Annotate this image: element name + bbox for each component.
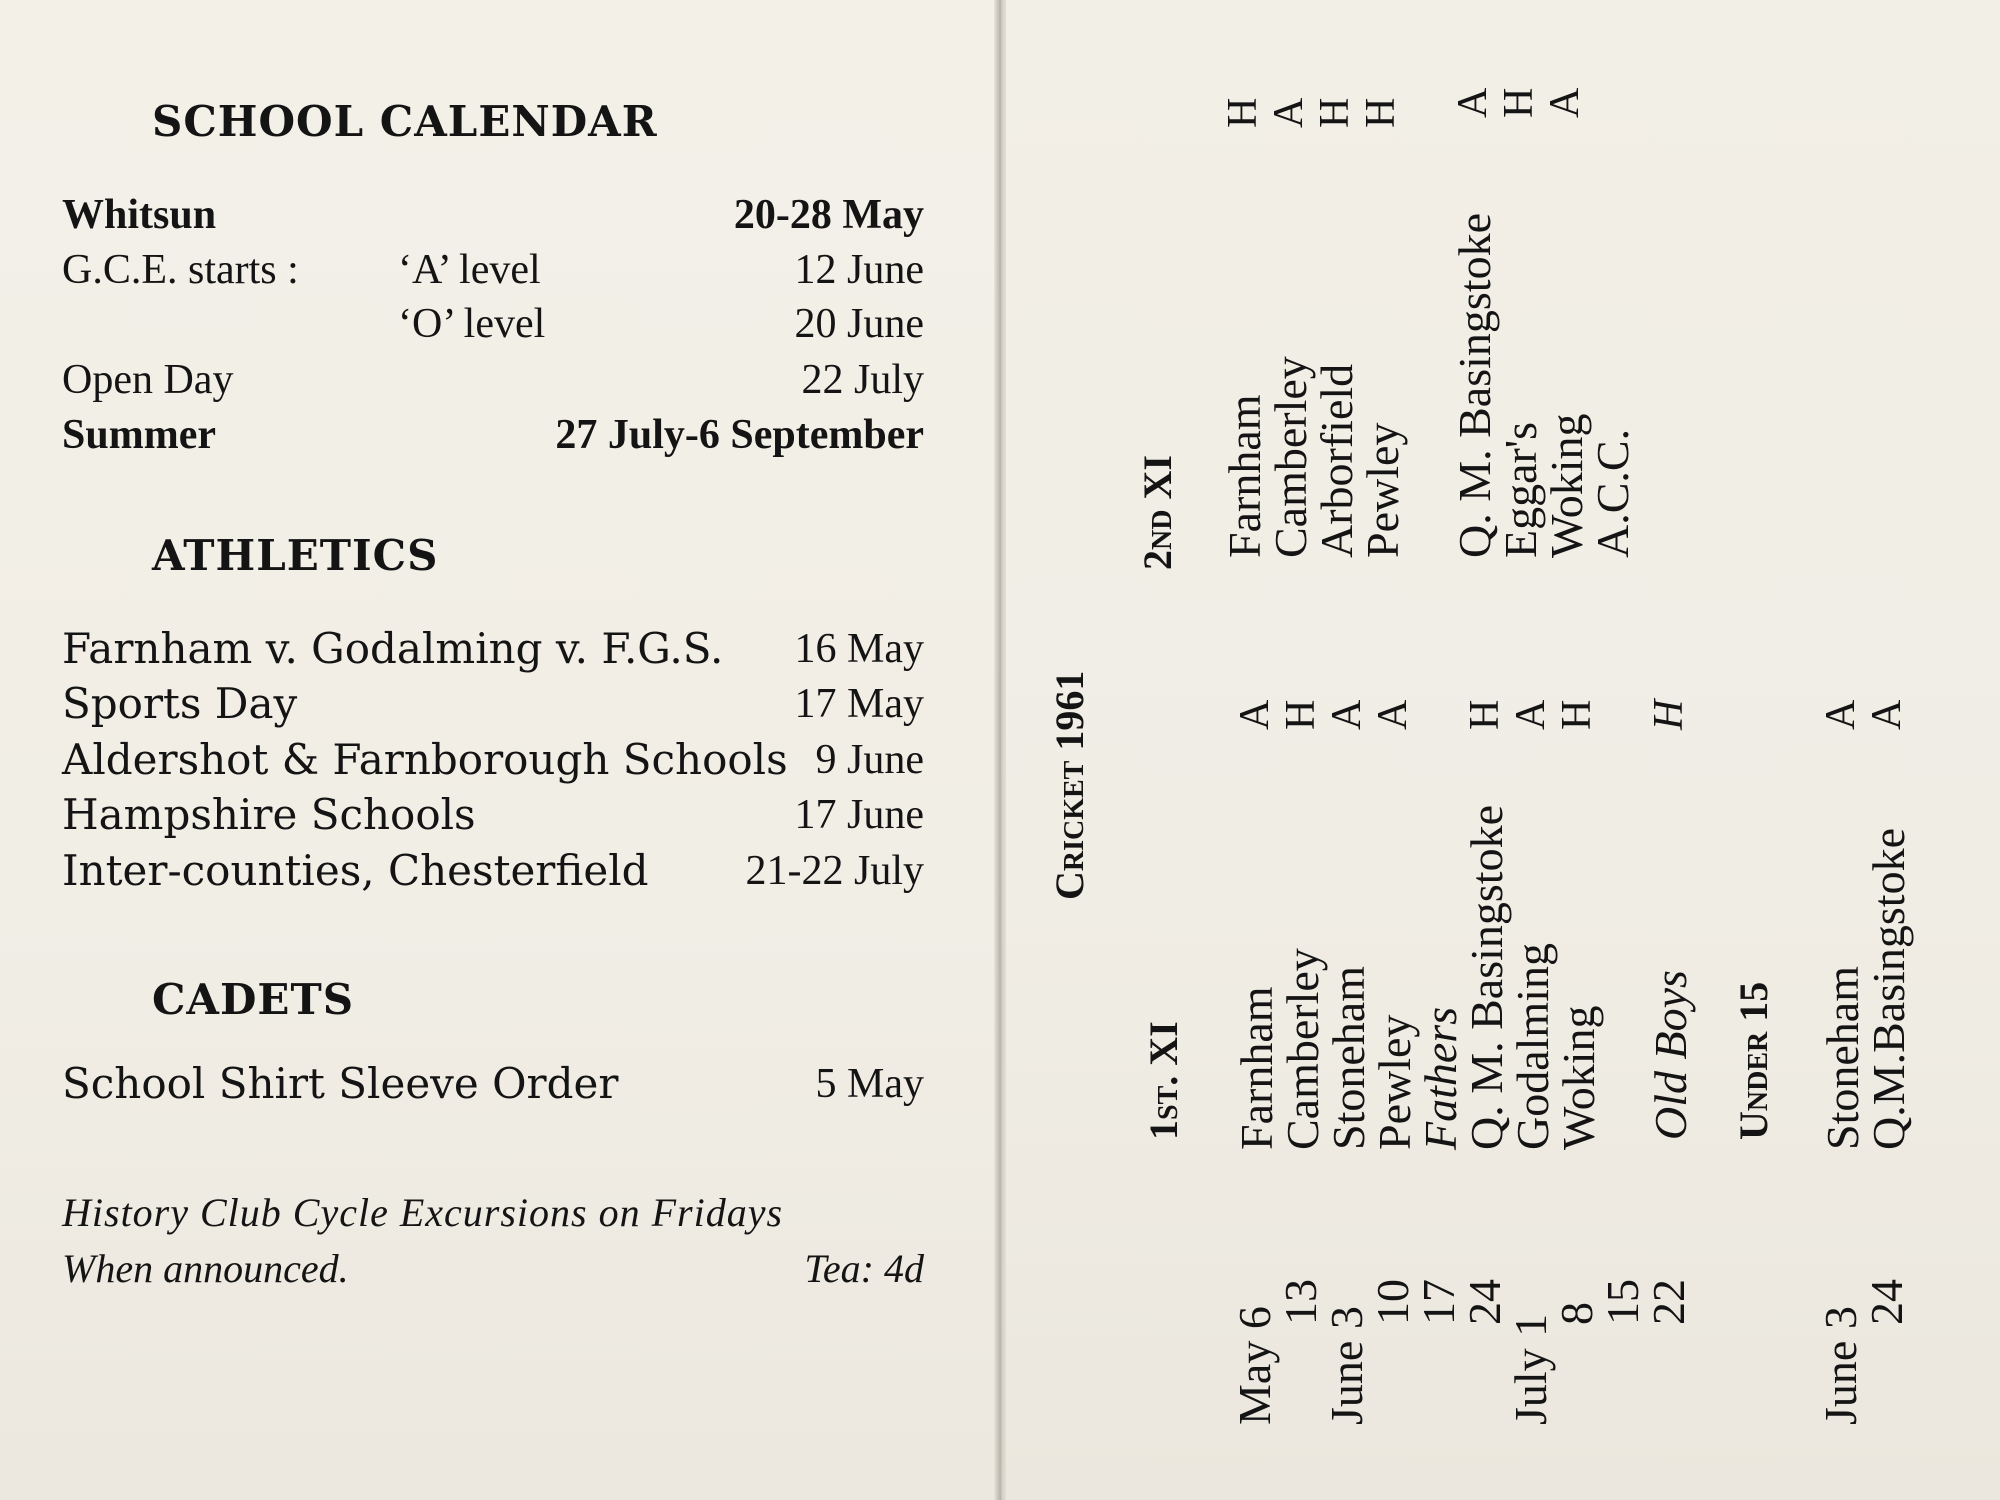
history-club-note: History Club Cycle Excursions on Fridays — [62, 1190, 784, 1235]
calendar-item-label: Summer — [62, 412, 216, 458]
history-club-when: When announced. — [62, 1246, 349, 1291]
first-xi-venue: H — [1646, 699, 1692, 730]
athletics-item-date: 17 June — [794, 792, 924, 838]
fixture-date: June 3 — [1321, 1306, 1372, 1425]
cadets-item-date: 5 May — [815, 1061, 924, 1107]
athletics-item-date: 9 June — [815, 737, 924, 783]
fixture-date: 15 — [1597, 1279, 1648, 1325]
calendar-item-sublabel: ‘A’ level — [398, 247, 541, 293]
second-xi-opponent: Camberley — [1265, 356, 1316, 558]
calendar-item-date: 22 July — [801, 357, 924, 403]
second-xi-opponent: Eggar's — [1495, 421, 1546, 558]
second-xi-venue: A — [1450, 87, 1496, 118]
under-15-venue: A — [1818, 699, 1864, 730]
under-15-heading: Under 15 — [1731, 981, 1776, 1140]
first-xi-opponent: Farnham — [1231, 986, 1282, 1150]
first-xi-opponent: Camberley — [1277, 948, 1328, 1150]
first-xi-venue: H — [1462, 699, 1508, 730]
tea-price: Tea: 4d — [804, 1246, 924, 1291]
second-xi-venue: H — [1220, 97, 1266, 128]
left-page — [0, 0, 996, 1500]
first-xi-opponent: Q. M. Basingstoke — [1461, 805, 1512, 1150]
second-xi-venue: H — [1312, 97, 1358, 128]
first-xi-opponent: Stoneham — [1323, 966, 1374, 1150]
first-xi-venue: A — [1232, 699, 1278, 730]
second-xi-opponent: Arborfield — [1311, 363, 1362, 558]
second-xi-venue: H — [1496, 87, 1542, 118]
school-calendar-heading: SCHOOL CALENDAR — [152, 97, 658, 146]
cadets-item-label: School Shirt Sleeve Order — [62, 1059, 619, 1108]
second-xi-opponent: A.C.C. — [1587, 428, 1638, 558]
first-xi-opponent: Woking — [1553, 1005, 1604, 1150]
first-xi-venue: H — [1554, 699, 1600, 730]
athletics-item-label: Aldershot & Farnborough Schools — [62, 735, 788, 784]
first-xi-opponent: Pewley — [1369, 1014, 1420, 1150]
second-xi-opponent: Pewley — [1357, 422, 1408, 558]
second-xi-heading: 2nd XI — [1135, 455, 1180, 570]
fixture-date: 13 — [1275, 1279, 1326, 1325]
calendar-item-label: G.C.E. starts : — [62, 247, 299, 293]
athletics-item-date: 16 May — [794, 626, 924, 672]
athletics-item-date: 21-22 July — [745, 848, 924, 894]
under-15-venue: A — [1864, 699, 1910, 730]
fixture-date: 17 — [1413, 1279, 1464, 1325]
fixture-date: May 6 — [1229, 1306, 1280, 1425]
calendar-item-date: 27 July-6 September — [555, 412, 924, 458]
first-xi-venue: A — [1508, 699, 1554, 730]
first-xi-venue: H — [1278, 699, 1324, 730]
calendar-item-sublabel: ‘O’ level — [398, 301, 546, 347]
athletics-item-label: Hampshire Schools — [62, 790, 476, 839]
second-xi-opponent: Q. M. Basingstoke — [1449, 213, 1500, 558]
calendar-item-date: 20-28 May — [733, 192, 924, 238]
athletics-heading: ATHLETICS — [152, 531, 439, 580]
first-xi-heading: 1st. XI — [1141, 1021, 1186, 1140]
cricket-title: Cricket 1961 — [1047, 670, 1092, 900]
first-xi-opponent: Fathers — [1415, 1006, 1466, 1150]
fixture-date: July 1 — [1505, 1313, 1556, 1425]
calendar-item-date: 20 June — [794, 301, 924, 347]
fixture-date: 10 — [1367, 1279, 1418, 1325]
first-xi-opponent: Old Boys — [1645, 970, 1696, 1140]
first-xi-venue: A — [1324, 699, 1370, 730]
fixture-date: 22 — [1643, 1279, 1694, 1325]
under-15-opponent: Q.M.Basingstoke — [1863, 828, 1914, 1150]
fixture-date: 24 — [1459, 1279, 1510, 1325]
calendar-item-date: 12 June — [794, 247, 924, 293]
second-xi-venue: A — [1266, 97, 1312, 128]
calendar-item-label: Open Day — [62, 357, 234, 403]
fixture-date: 8 — [1551, 1302, 1602, 1325]
second-xi-opponent: Farnham — [1219, 394, 1270, 558]
athletics-item-label: Inter-counties, Chesterfield — [62, 846, 649, 895]
athletics-item-date: 17 May — [794, 681, 924, 727]
fixture-date: 24 — [1861, 1279, 1912, 1325]
first-xi-opponent: Godalming — [1507, 943, 1558, 1150]
calendar-item-label: Whitsun — [62, 192, 217, 238]
first-xi-venue: A — [1370, 699, 1416, 730]
under-15-opponent: Stoneham — [1817, 966, 1868, 1150]
right-page — [1006, 0, 2000, 1500]
second-xi-venue: H — [1358, 97, 1404, 128]
second-xi-opponent: Woking — [1541, 413, 1592, 558]
second-xi-venue: A — [1542, 87, 1588, 118]
athletics-item-label: Farnham v. Godalming v. F.G.S. — [62, 624, 724, 673]
athletics-item-label: Sports Day — [62, 679, 298, 728]
cadets-heading: CADETS — [152, 975, 355, 1024]
fixture-date: June 3 — [1815, 1306, 1866, 1425]
